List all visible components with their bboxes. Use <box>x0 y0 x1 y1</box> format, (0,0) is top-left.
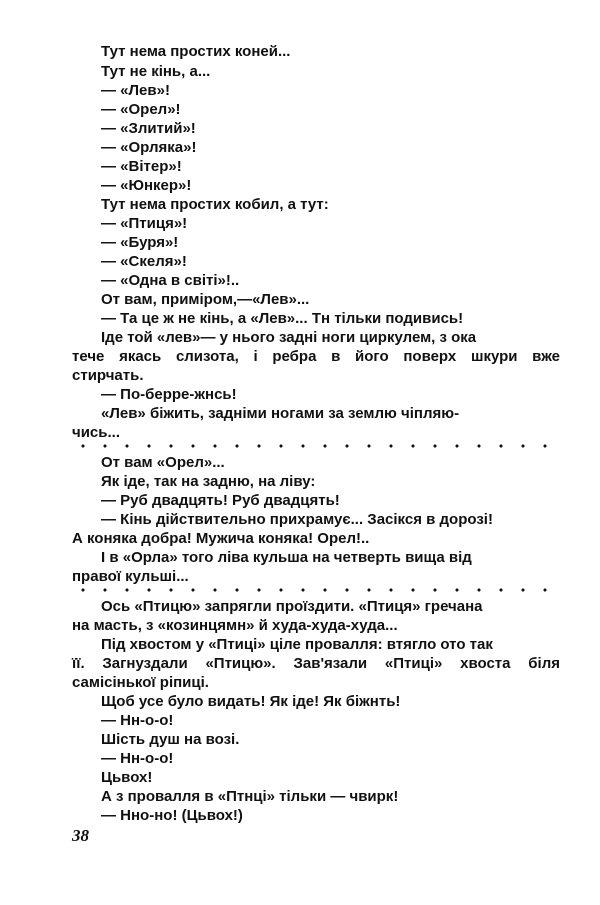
text-line: «Лев» біжить, задніми ногами за землю чіпляю- <box>101 405 460 422</box>
text-line: І в «Орла» того ліва кульша на четверть вища від <box>101 549 472 566</box>
text-line: — «Буря»! <box>101 234 179 251</box>
text-line: От вам, приміром,—«Лев»... <box>101 291 310 308</box>
text-line: Цьвох! <box>101 769 153 786</box>
text-line: Як іде, так на задню, на ліву: <box>101 473 316 490</box>
text-line: на масть, з «козинцямн» й худа-худа-худа... <box>72 617 398 634</box>
text-line: Щоб усе було видать! Як іде! Як біжнть! <box>101 693 401 710</box>
text-line: тече якась слизота, і ребра в його поверх шкури вже <box>72 348 560 365</box>
text-line: Шість душ на возі. <box>101 731 240 748</box>
text-line: Іде той «лев»— у нього задні ноги циркулем, з ока <box>101 329 477 346</box>
text-line: — Руб двадцять! Руб двадцять! <box>101 492 340 509</box>
text-line: — «Птиця»! <box>101 215 188 232</box>
text-line: стирчать. <box>72 367 144 384</box>
text-line: її. Загнуздали «Птицю». Зав'язали «Птиці» хвоста біля <box>72 655 560 672</box>
text-line: — «Скеля»! <box>101 253 187 270</box>
text-line: А з провалля в «Птнці» тільки — чвирк! <box>101 788 399 805</box>
text-line: Ось «Птицю» запрягли проїздити. «Птиця» гречана <box>101 598 483 615</box>
text-line: Тут нема простих кобил, а тут: <box>101 196 329 213</box>
text-line: — «Орляка»! <box>101 139 197 156</box>
text-line: — «Орел»! <box>101 101 181 118</box>
text-line: — «Лев»! <box>101 82 170 99</box>
text-line: А коняка добра! Мужича коняка! Орел!.. <box>72 530 370 547</box>
text-line: чись... <box>72 424 120 441</box>
text-line: — «Злитий»! <box>101 120 196 137</box>
text-line: — Кінь дійствительно прихрамує... Засікся в дорозі! <box>101 511 493 528</box>
text-line: Під хвостом у «Птиці» ціле провалля: втягло ото так <box>101 636 493 653</box>
text-line: От вам «Орел»... <box>101 454 225 471</box>
dotted-separator <box>72 586 558 594</box>
text-line: — «Юнкер»! <box>101 177 192 194</box>
text-line: правої кульші... <box>72 568 189 585</box>
text-line: — «Вітер»! <box>101 158 182 175</box>
text-line: — Нн-о-о! <box>101 750 174 767</box>
text-line: самісінької ріпиці. <box>72 674 209 691</box>
dotted-separator <box>72 442 558 450</box>
text-line: — «Одна в світі»!.. <box>101 272 240 289</box>
text-line: Тут нема простих коней... <box>101 43 291 60</box>
text-line: — Нно-но! (Цьвох!) <box>101 807 243 824</box>
text-line: — Нн-о-о! <box>101 712 174 729</box>
page-number: 38 <box>72 826 89 845</box>
text-line: — По-берре-жнсь! <box>101 386 237 403</box>
text-line: — Та це ж не кінь, а «Лев»... Тн тільки подивись! <box>101 310 464 327</box>
text-line: Тут не кінь, а... <box>101 63 211 80</box>
